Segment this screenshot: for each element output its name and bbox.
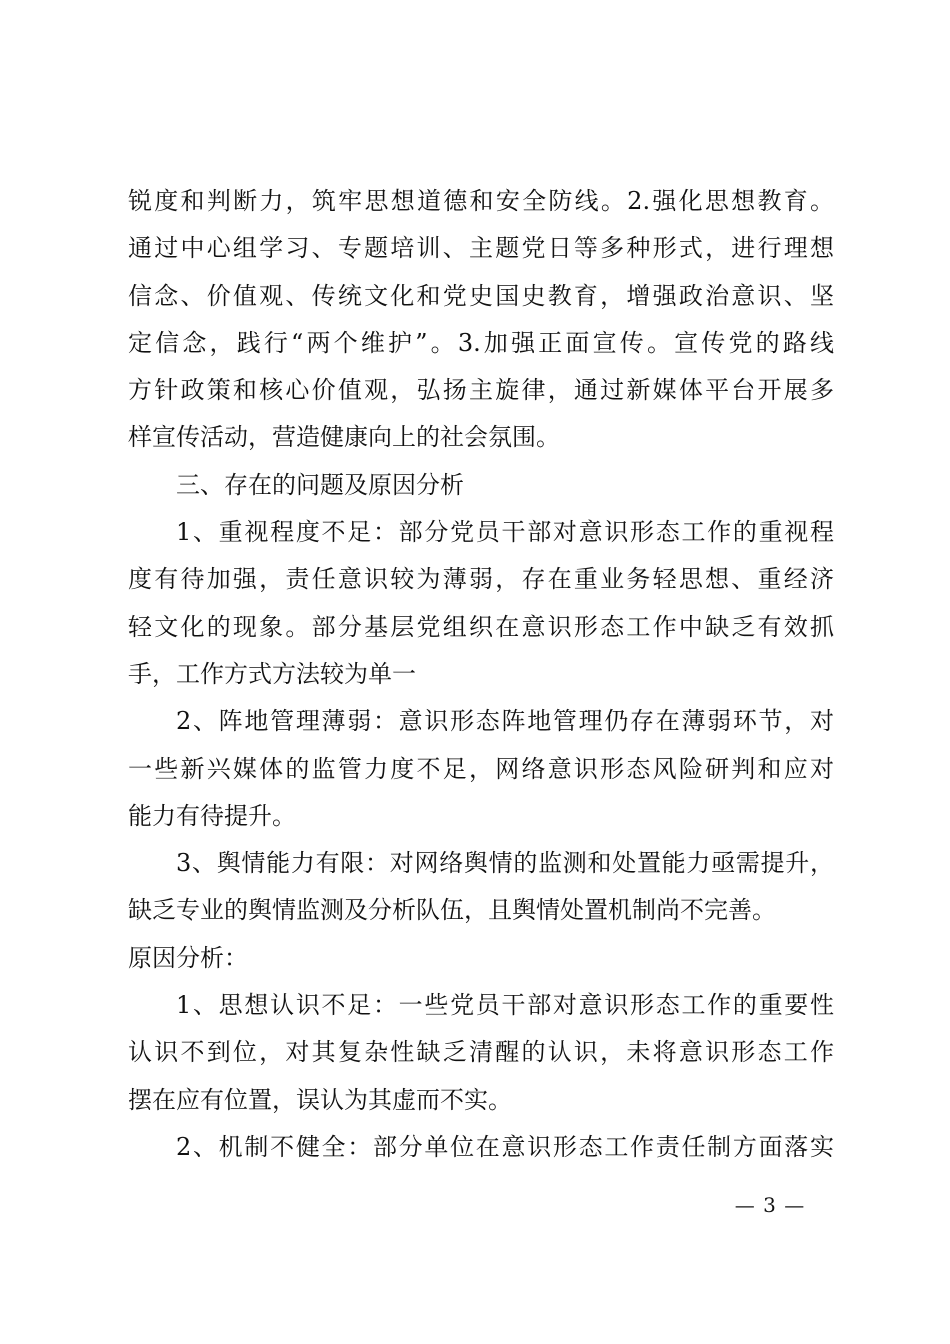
text-line: 能力有待提升。 — [128, 801, 296, 830]
text-line: 锐度和判断力，筑牢思想道德和安全防线。2.强化思想教育。 — [128, 187, 834, 215]
text-line: 认识不到位，对其复杂性缺乏清醒的认识，未将意识形态工作 — [128, 1038, 834, 1067]
text-line: 信念、价值观、传统文化和党史国史教育，增强政治意识、坚 — [128, 281, 834, 310]
text-line: 原因分析： — [128, 943, 248, 972]
document-body — [128, 178, 834, 1171]
text-line: 2、机制不健全：部分单位在意识形态工作责任制方面落实 — [176, 1132, 834, 1161]
text-line: 度有待加强，责任意识较为薄弱，存在重业务轻思想、重经济 — [128, 565, 834, 594]
section-heading: 三、存在的问题及原因分析 — [176, 470, 464, 499]
text-line: 轻文化的现象。部分基层党组织在意识形态工作中缺乏有效抓 — [128, 612, 834, 641]
page-number: — 3 — — [734, 1193, 806, 1217]
text-line: 2、阵地管理薄弱：意识形态阵地管理仍存在薄弱环节，对 — [176, 707, 834, 736]
text-line: 摆在应有位置，误认为其虚而不实。 — [128, 1085, 512, 1114]
text-line: 缺乏专业的舆情监测及分析队伍，且舆情处置机制尚不完善。 — [128, 896, 776, 925]
text-line: 定信念，践行“两个维护”。3.加强正面宣传。宣传党的路线 — [128, 328, 834, 357]
text-line: 手，工作方式方法较为单一 — [128, 659, 416, 688]
text-line: 通过中心组学习、专题培训、主题党日等多种形式，进行理想 — [128, 234, 834, 263]
text-line: 一些新兴媒体的监管力度不足，网络意识形态风险研判和应对 — [128, 754, 834, 783]
text-line: 3、舆情能力有限：对网络舆情的监测和处置能力亟需提升， — [176, 849, 834, 878]
text-line: 1、思想认识不足：一些党员干部对意识形态工作的重要性 — [176, 991, 834, 1020]
text-line: 1、重视程度不足：部分党员干部对意识形态工作的重视程 — [176, 518, 834, 547]
text-line: 样宣传活动，营造健康向上的社会氛围。 — [128, 423, 560, 452]
text-line: 方针政策和核心价值观，弘扬主旋律，通过新媒体平台开展多 — [128, 376, 834, 405]
